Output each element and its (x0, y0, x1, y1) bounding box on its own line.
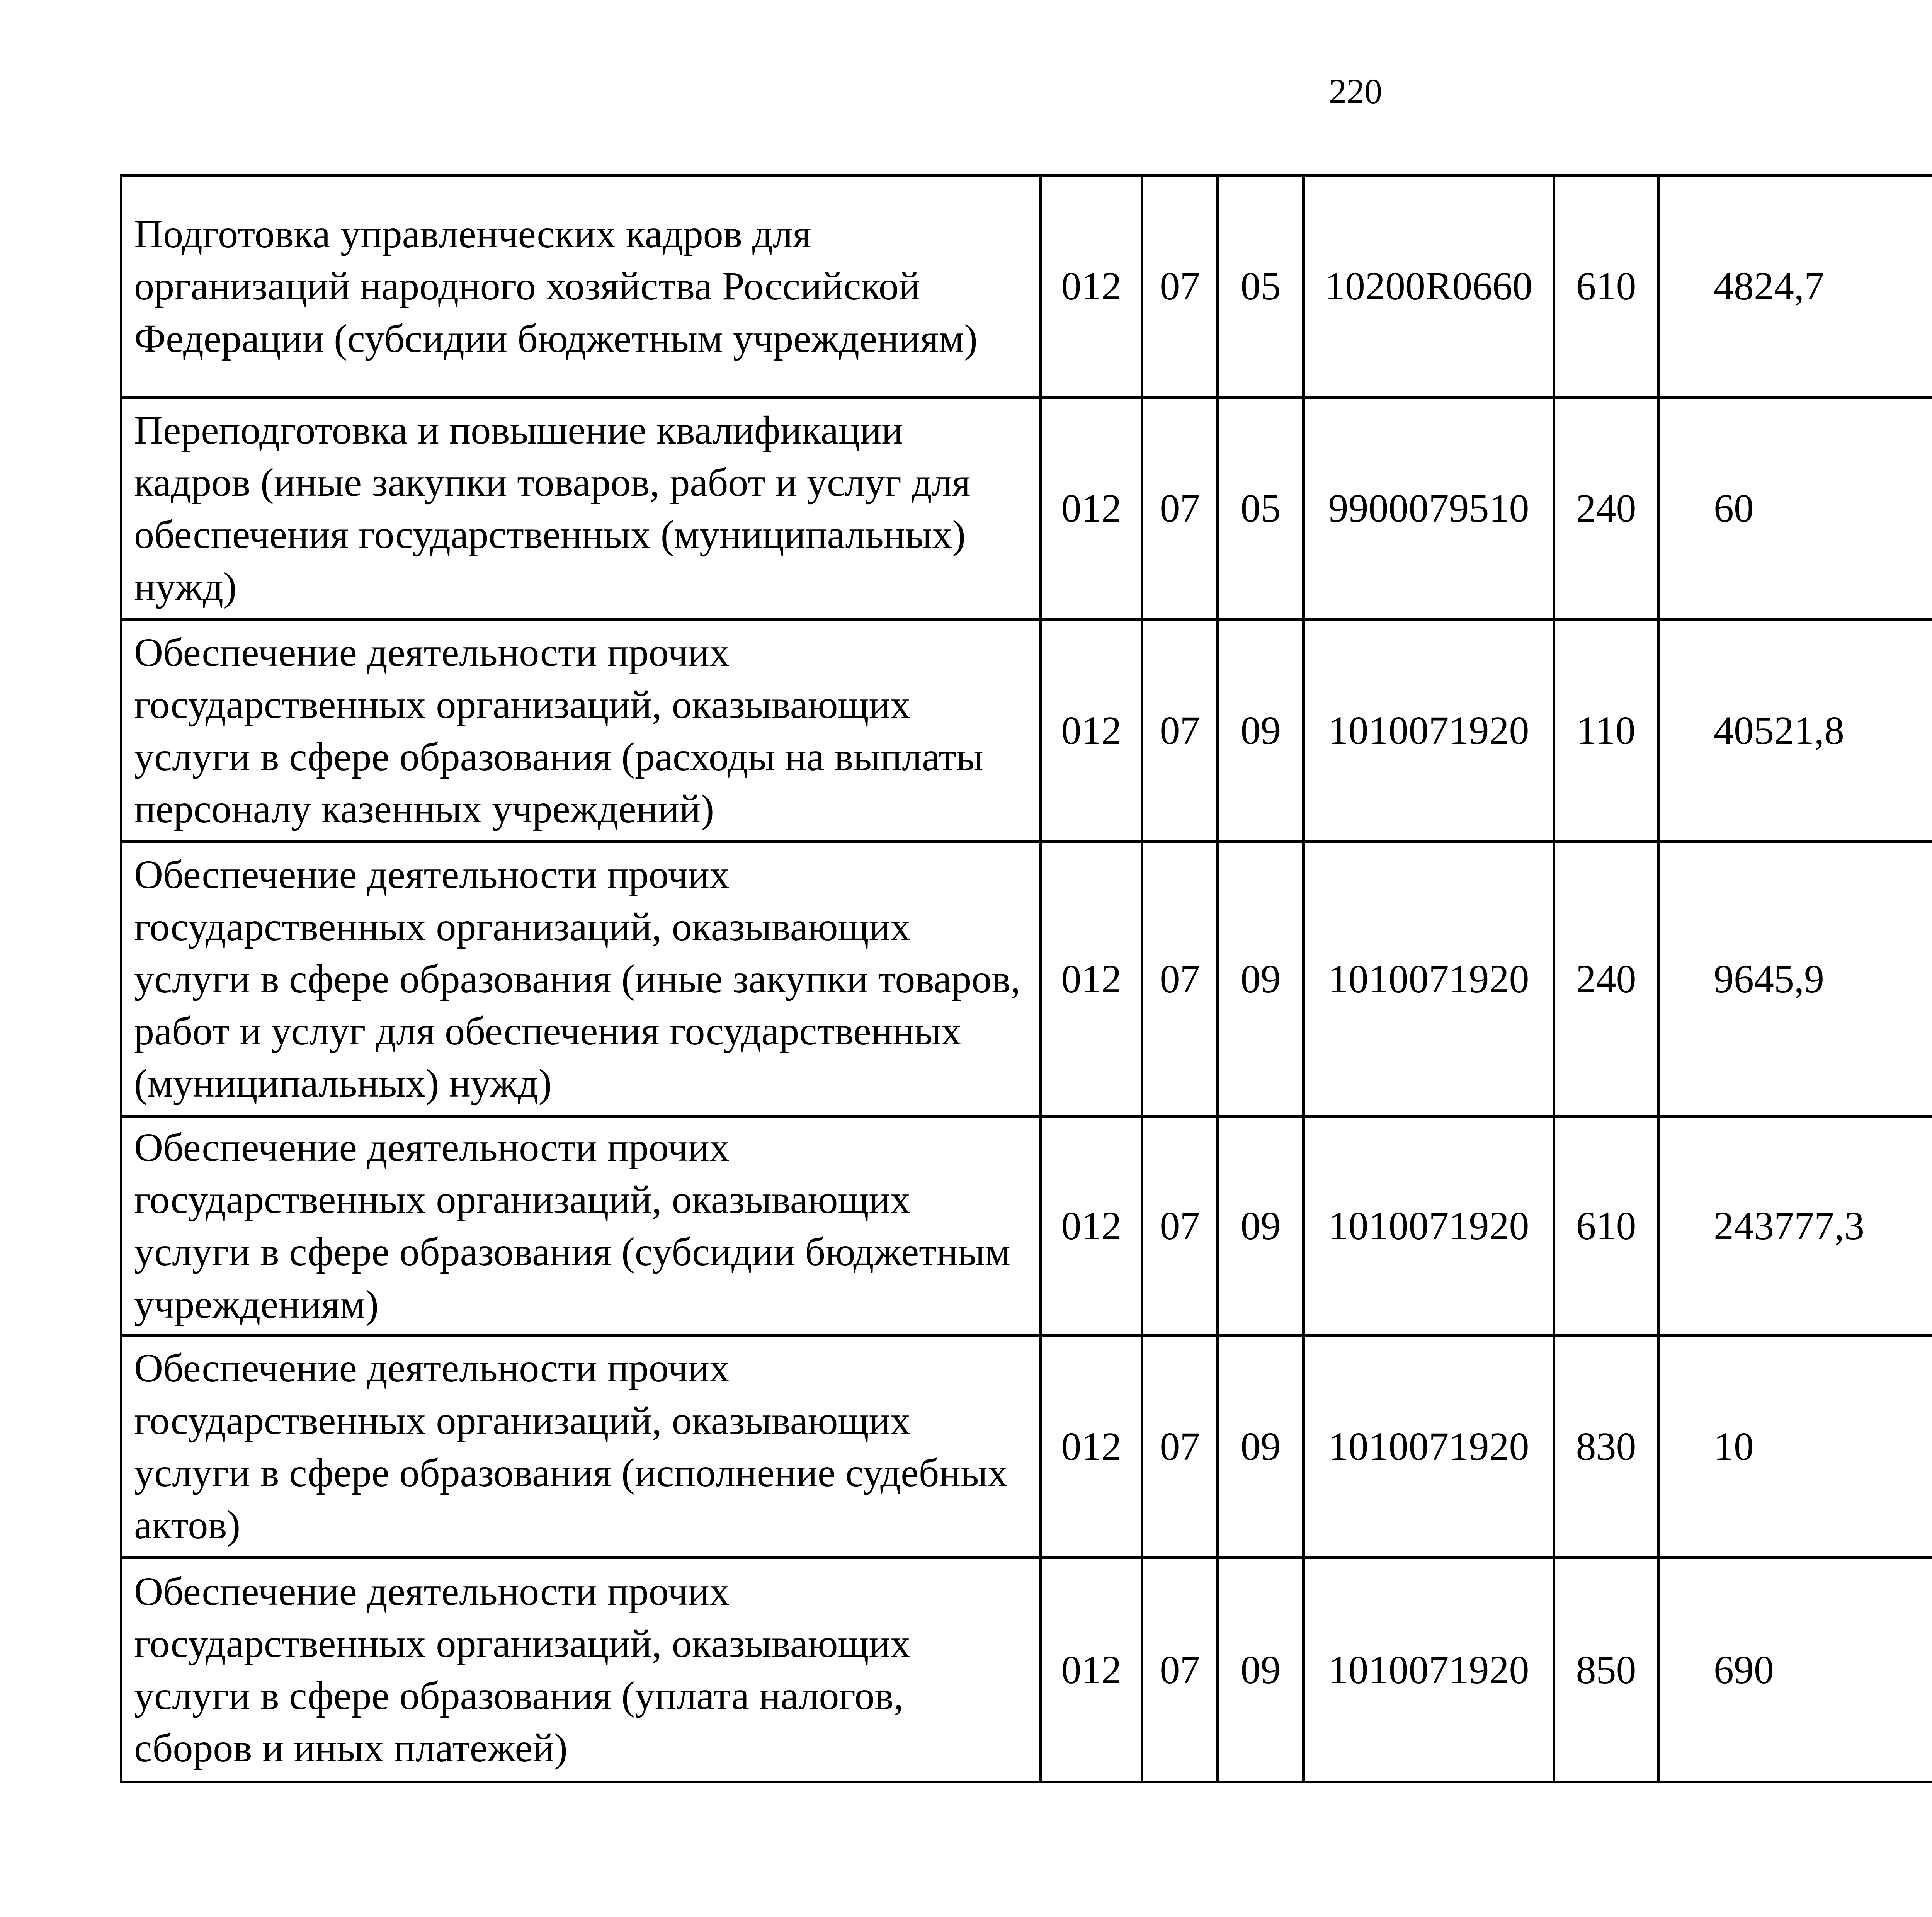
expense-type-cell: 110 (1554, 620, 1658, 842)
table-row (121, 1558, 1932, 1782)
expense-type-cell: 830 (1554, 1335, 1658, 1558)
ministry-code-cell: 012 (1041, 1558, 1142, 1782)
table-row (121, 175, 1932, 398)
expense-type-cell: 240 (1554, 842, 1658, 1116)
amount-year-1-cell: 4824,7 (1658, 175, 1932, 398)
subsection-code-cell: 05 (1218, 398, 1304, 620)
target-article-cell: 1010071920 (1304, 842, 1554, 1116)
target-article-cell: 1010071920 (1304, 1558, 1554, 1782)
section-code-cell: 07 (1142, 1335, 1218, 1558)
amount-year-1-cell: 60 (1658, 398, 1932, 620)
budget-table (120, 174, 1932, 1783)
description-cell: Обеспечение деятельности прочих государственных организаций, оказывающих услуги в сфере образования (уплата налогов, сборов и иных платежей) (121, 1558, 1041, 1782)
section-code-cell: 07 (1142, 620, 1218, 842)
subsection-code-cell: 09 (1218, 1335, 1304, 1558)
table-row (121, 1335, 1932, 1558)
description-cell: Переподготовка и повышение квалификации кадров (иные закупки товаров, работ и услуг для обеспечения государственных (муниципальных) нужд) (121, 398, 1041, 620)
description-cell: Обеспечение деятельности прочих государственных организаций, оказывающих услуги в сфере образования (иные закупки товаров, работ и услуг для обеспечения государственных (муниципальных) нужд) (121, 842, 1041, 1116)
subsection-code-cell: 05 (1218, 175, 1304, 398)
section-code-cell: 07 (1142, 398, 1218, 620)
description-cell: Обеспечение деятельности прочих государственных организаций, оказывающих услуги в сфере образования (субсидии бюджетным учреждениям) (121, 1116, 1041, 1336)
ministry-code-cell: 012 (1041, 398, 1142, 620)
expense-type-cell: 240 (1554, 398, 1658, 620)
subsection-code-cell: 09 (1218, 1558, 1304, 1782)
expense-type-cell: 610 (1554, 1116, 1658, 1336)
amount-year-1-cell: 40521,8 (1658, 620, 1932, 842)
amount-year-1-cell: 10 (1658, 1335, 1932, 1558)
expense-type-cell: 610 (1554, 175, 1658, 398)
target-article-cell: 1010071920 (1304, 1116, 1554, 1336)
target-article-cell: 1010071920 (1304, 1335, 1554, 1558)
section-code-cell: 07 (1142, 842, 1218, 1116)
table-row (121, 842, 1932, 1116)
target-article-cell: 10200R0660 (1304, 175, 1554, 398)
amount-year-1-cell: 690 (1658, 1558, 1932, 1782)
section-code-cell: 07 (1142, 1558, 1218, 1782)
ministry-code-cell: 012 (1041, 620, 1142, 842)
amount-year-1-cell: 243777,3 (1658, 1116, 1932, 1336)
ministry-code-cell: 012 (1041, 1116, 1142, 1336)
table-row (121, 1116, 1932, 1336)
target-article-cell: 9900079510 (1304, 398, 1554, 620)
description-cell: Обеспечение деятельности прочих государственных организаций, оказывающих услуги в сфере образования (исполнение судебных актов) (121, 1335, 1041, 1558)
page-number: 220 (1329, 71, 1382, 111)
table-row (121, 398, 1932, 620)
subsection-code-cell: 09 (1218, 620, 1304, 842)
section-code-cell: 07 (1142, 175, 1218, 398)
table-row (121, 620, 1932, 842)
subsection-code-cell: 09 (1218, 842, 1304, 1116)
amount-year-1-cell: 9645,9 (1658, 842, 1932, 1116)
section-code-cell: 07 (1142, 1116, 1218, 1336)
description-cell: Обеспечение деятельности прочих государственных организаций, оказывающих услуги в сфере образования (расходы на выплаты персоналу казенных учреждений) (121, 620, 1041, 842)
ministry-code-cell: 012 (1041, 175, 1142, 398)
ministry-code-cell: 012 (1041, 1335, 1142, 1558)
expense-type-cell: 850 (1554, 1558, 1658, 1782)
ministry-code-cell: 012 (1041, 842, 1142, 1116)
target-article-cell: 1010071920 (1304, 620, 1554, 842)
description-cell: Подготовка управленческих кадров для организаций народного хозяйства Российской Федерации (субсидии бюджетным учреждениям) (121, 175, 1041, 398)
subsection-code-cell: 09 (1218, 1116, 1304, 1336)
